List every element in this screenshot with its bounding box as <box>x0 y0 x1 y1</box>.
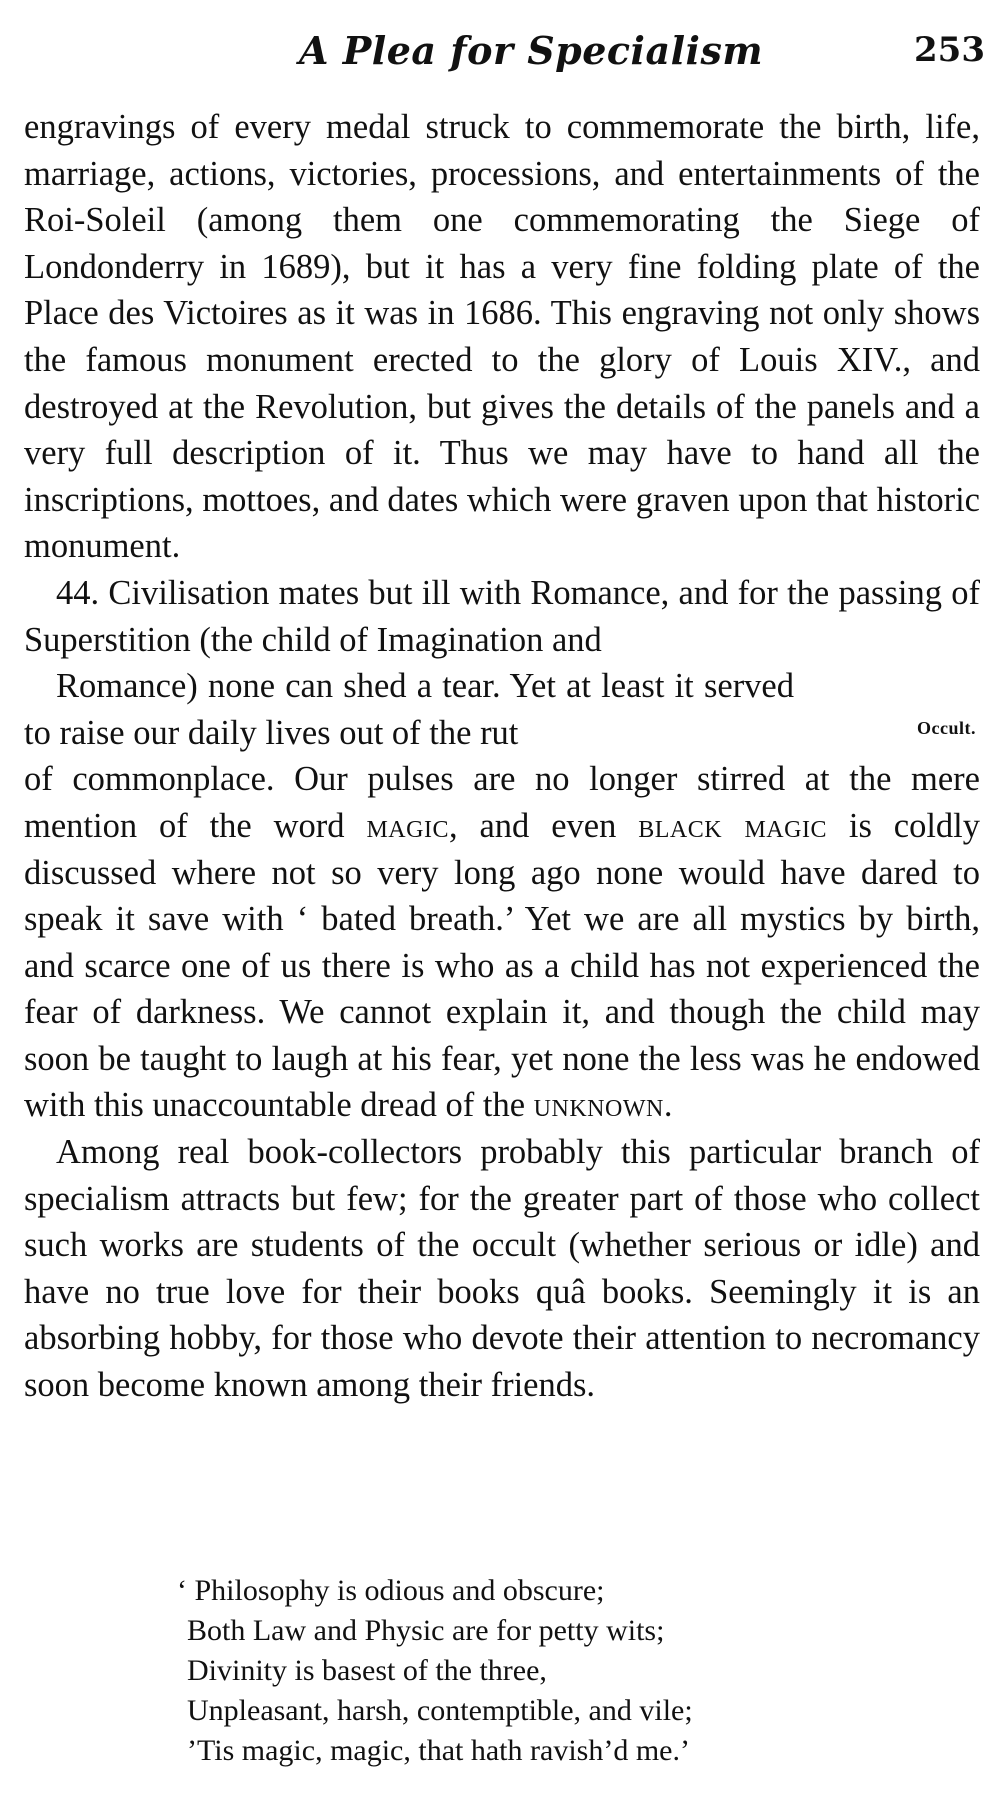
paragraph-44-part3c: is coldly discussed where not so very long ago none would have dared to speak it save with ‘ bated breath.’ Yet we are all mystics by birth, and scarce one of us there is who as a child has not experienced the fear of darkness. We cannot explain it, and though the child may soon be taught to laugh at his fear, yet none the less was he endowed with this unaccountable dread of the <box>24 806 981 1125</box>
paragraph-44 <box>24 570 980 1129</box>
body-text <box>24 104 980 1409</box>
verse-line: Unpleasant, harsh, contemptible, and vile; <box>187 1694 693 1727</box>
paragraph-44-part3b: , and even <box>448 806 639 845</box>
term-unknown: unknown <box>533 1086 664 1125</box>
verse-line: ’Tis magic, magic, that hath ravish’d me.’ <box>187 1734 690 1767</box>
paragraph-44-part3a: of commonplace. Our pulses are no longer stirred at the mere mention of the word <box>24 760 980 845</box>
verse-line: Both Law and Physic are for petty wits; <box>187 1614 665 1647</box>
verse-line: Divinity is basest of the three, <box>187 1654 547 1687</box>
paragraph-44-narrow-lines: Romance) none can shed a tear. Yet at least it served to raise our daily lives out of the rut <box>24 667 794 752</box>
running-head <box>24 28 1000 88</box>
page-number: 253 <box>914 30 985 70</box>
running-title: A Plea for Specialism <box>299 28 764 73</box>
term-magic: magic <box>366 806 449 845</box>
paragraph-continued: engravings of every medal struck to commemorate the birth, life, marriage, actions, victories, processions, and entertainments of the Roi-Soleil (among them one commemorating the Siege of Londonderry in 1689), but it has a very fine folding plate of the Place des Victoires as it was in 1686. This engraving not only shows the famous monument erected to the glory of Louis XIV., and destroyed at the Revolution, but gives the details of the panels and a very full description of it. Thus we may have to hand all the inscriptions, mottoes, and dates which were graven upon that historic monument. <box>24 108 980 566</box>
paragraph-44-part3d: . <box>663 1086 673 1125</box>
term-black-magic: black magic <box>638 806 827 845</box>
paragraph-44-part1: 44. Civilisation mates but ill with Romance, and for the passing of Superstition (the child of Imagination and <box>24 573 980 659</box>
verse-line: ‘ Philosophy is odious and obscure; <box>177 1574 605 1607</box>
paragraph-book-collectors: Among real book-collectors probably this particular branch of specialism attracts but few; for the greater part of those who collect such works are students of the occult (whether serious or idle) and have no true love for their books quâ books. Seemingly it is an absorbing hobby, for those who devote their attention to necromancy soon become known among their friends. <box>24 1133 980 1405</box>
verse-quotation <box>177 1571 693 1771</box>
margin-note: Occult. <box>917 718 976 738</box>
